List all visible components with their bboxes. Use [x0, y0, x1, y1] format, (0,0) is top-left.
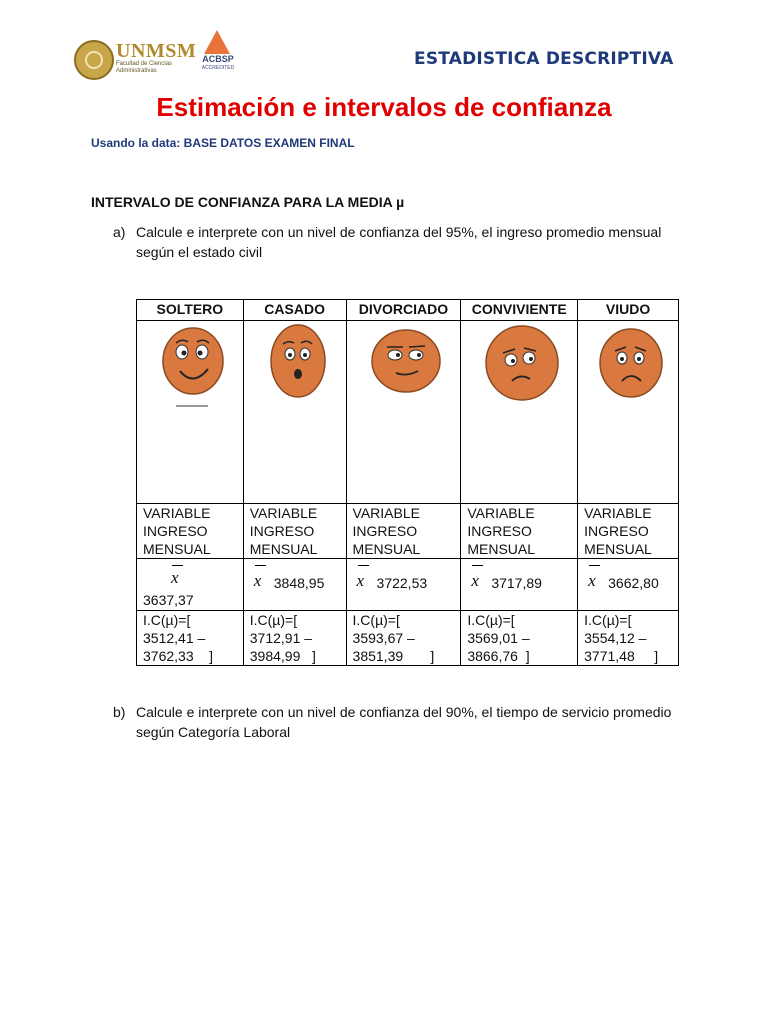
acbsp-logo [198, 30, 238, 78]
mean-cell [243, 559, 346, 611]
interval-open: I.C(µ)=[ [584, 612, 632, 628]
interval-row [137, 611, 679, 666]
faces-row [137, 321, 679, 504]
interval-close: 3851,39 ] [352, 648, 435, 664]
mean-symbol: x [171, 568, 179, 587]
skeptical-face-icon [368, 321, 444, 401]
logo-subtitle: Facultad de Ciencias Administrativas [116, 61, 173, 74]
worried-face-icon [482, 321, 562, 411]
interval-cell [461, 611, 578, 666]
interval-range: 3569,01 – [467, 630, 530, 646]
mean-symbol: x [588, 571, 596, 590]
mean-value: 3717,89 [491, 575, 542, 591]
face-cell [346, 321, 461, 504]
acbsp-label: ACBSP [202, 54, 234, 64]
face-cell [137, 321, 244, 504]
mean-value: 3848,95 [273, 575, 325, 591]
interval-open: I.C(µ)=[ [249, 612, 298, 628]
mean-cell [461, 559, 578, 611]
interval-open: I.C(µ)=[ [467, 612, 515, 628]
face-cell [578, 321, 679, 504]
question-b-text: Calcule e interprete con un nivel de confianza del 90%, el tiempo de servicio promedio según Categoría Laboral [136, 704, 672, 740]
acbsp-sublabel: ACCREDITED [201, 65, 235, 71]
face-cell [243, 321, 346, 504]
question-b-label: b) [113, 704, 126, 720]
confidence-interval-table [136, 299, 679, 666]
section-heading: INTERVALO DE CONFIANZA PARA LA MEDIA µ [91, 194, 405, 210]
mean-bar [358, 565, 369, 566]
logo-name: UNMSM [116, 40, 197, 62]
interval-open: I.C(µ)=[ [352, 612, 400, 628]
mean-bar [255, 565, 266, 566]
face-cell [461, 321, 578, 504]
variable-cell: VARIABLE INGRESO MENSUAL [578, 504, 679, 559]
variable-cell: VARIABLE INGRESO MENSUAL [461, 504, 578, 559]
col-header-viudo: VIUDO [578, 300, 679, 321]
interval-close: 3771,48 ] [584, 648, 659, 664]
col-header-divorciado: DIVORCIADO [346, 300, 461, 321]
mean-value: 3637,37 [143, 592, 194, 608]
mean-symbol: x [253, 571, 262, 590]
interval-cell [346, 611, 461, 666]
interval-cell [578, 611, 679, 666]
mean-bar [472, 565, 483, 566]
interval-cell [137, 611, 244, 666]
interval-close: 3866,76 ] [467, 648, 530, 664]
variable-cell: VARIABLE INGRESO MENSUAL [346, 504, 461, 559]
page-title: Estimación e intervalos de confianza [156, 92, 612, 122]
acbsp-triangle-icon [204, 30, 230, 54]
unmsm-logo [74, 40, 197, 84]
mean-symbol: x [356, 571, 365, 590]
interval-close: 3984,99 ] [249, 648, 316, 664]
interval-range: 3512,41 – [143, 630, 206, 646]
document-header [0, 0, 768, 90]
mean-row [137, 559, 679, 611]
col-header-conviviente: CONVIVIENTE [461, 300, 578, 321]
mean-cell [578, 559, 679, 611]
interval-open: I.C(µ)=[ [143, 612, 191, 628]
sad-face-icon [596, 321, 666, 411]
happy-face-icon [158, 321, 228, 411]
question-a-label: a) [113, 224, 126, 240]
variable-row [137, 504, 679, 559]
mean-value: 3722,53 [376, 575, 428, 591]
variable-cell: VARIABLE INGRESO MENSUAL [243, 504, 346, 559]
interval-range: 3593,67 – [352, 630, 415, 646]
interval-cell [243, 611, 346, 666]
interval-range: 3712,91 – [249, 630, 313, 646]
mean-bar [172, 565, 183, 566]
question-a-text: Calcule e interprete con un nivel de confianza del 95%, el ingreso promedio mensual según el estado civil [136, 224, 662, 260]
data-source: Usando la data: BASE DATOS EXAMEN FINAL [91, 136, 355, 150]
col-header-casado: CASADO [243, 300, 346, 321]
interval-range: 3554,12 – [584, 630, 647, 646]
table-header-row [137, 300, 679, 321]
variable-cell: VARIABLE INGRESO MENSUAL [137, 504, 244, 559]
mean-bar [589, 565, 600, 566]
mean-cell [346, 559, 461, 611]
university-seal-icon [74, 40, 114, 80]
surprised-face-icon [263, 321, 333, 411]
interval-close: 3762,33 ] [143, 648, 214, 664]
course-title: ESTADISTICA DESCRIPTIVA [414, 49, 674, 69]
mean-value: 3662,80 [608, 575, 659, 591]
mean-symbol: x [471, 571, 479, 590]
col-header-soltero: SOLTERO [137, 300, 244, 321]
mean-cell [137, 559, 244, 611]
